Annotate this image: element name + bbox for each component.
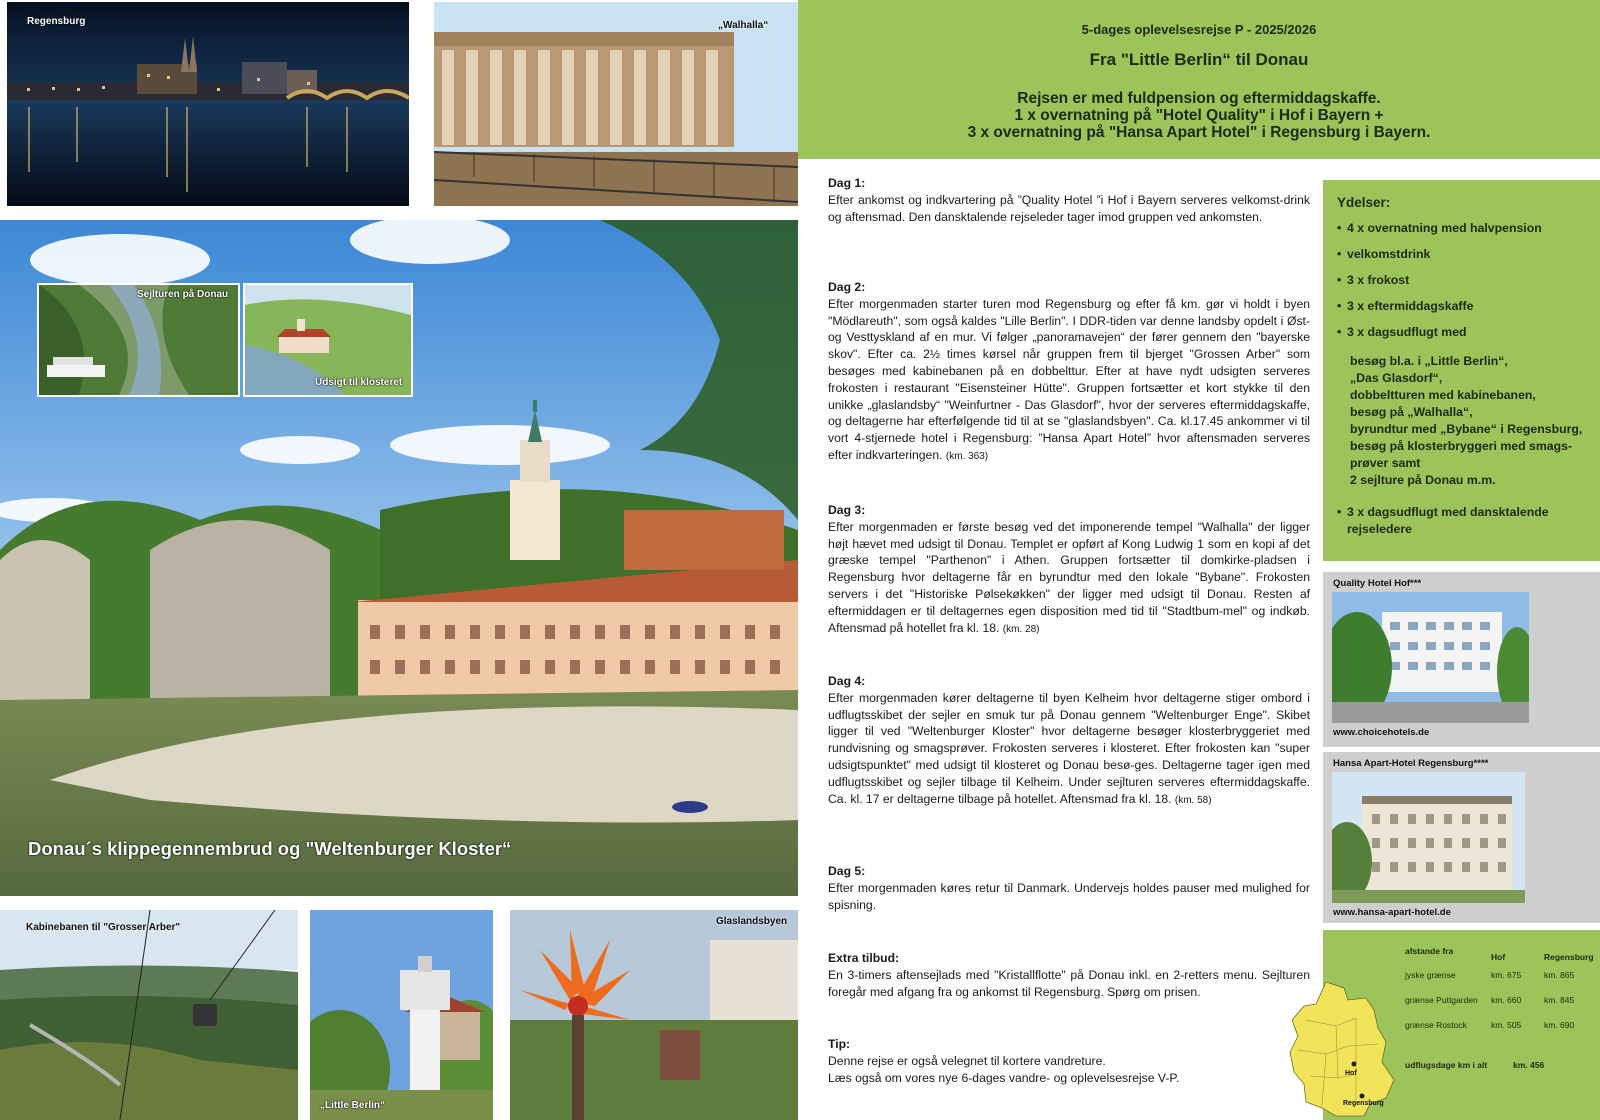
tip-heading: Tip: bbox=[828, 1037, 851, 1051]
day-text: Efter morgenmaden kører deltagerne til byen Kelheim hvor deltagerne stiger ombord i udflugtsskibet der sejler en smuk tur på Donau gennem "Weltenburger Enge". Skibet ligger til ved "Weltenburger Kloster" hvor deltagerne besøger klosterbryggeriet med rundvisning og smagsprøver. Frokosten serveres i klosteret. Efter frokosten kan "super udsigtspunktet" med udsigt til klosteret og Donau besø-ges. Deltagerne tager igen med udflugtsskibet og sejler tilbage til Kelheim. Under sejlturen serveres eftermiddagskaffe. Ca. kl. 17 er deltagerne tilbage på hotellet. Aftensmad fra kl. 18. bbox=[828, 690, 1310, 806]
services-item: • velkomstdrink bbox=[1337, 247, 1431, 261]
photo-glaslandsbyen bbox=[510, 910, 798, 1120]
distance-row-hof: km. 505 bbox=[1491, 1020, 1522, 1030]
day-distance: (km. 58) bbox=[1174, 794, 1212, 806]
distance-header: afstande fra bbox=[1405, 946, 1454, 956]
services-title: Ydelser: bbox=[1337, 195, 1391, 210]
summary-line: Rejsen er med fuldpension og eftermiddagskaffe. bbox=[1017, 90, 1381, 107]
distance-total-label: udflugsdage km i alt bbox=[1405, 1060, 1488, 1070]
day-2 bbox=[828, 279, 1310, 466]
distance-col-hof: Hof bbox=[1491, 952, 1506, 962]
hotel-name: Hansa Apart-Hotel Regensburg**** bbox=[1333, 758, 1489, 769]
regensburg-night-image bbox=[7, 2, 409, 206]
extra-offer bbox=[828, 950, 1310, 1000]
services-box bbox=[1323, 180, 1600, 561]
hotel-url: www.choicehotels.de bbox=[1333, 727, 1430, 738]
day-distance: (km. 28) bbox=[1002, 623, 1040, 635]
photo-regensburg bbox=[7, 2, 409, 206]
day-distance: (km. 363) bbox=[945, 450, 989, 462]
services-list bbox=[1337, 220, 1592, 350]
extra-text: En 3-timers aftensejlads med "Kristallflotte" på Donau inkl. en 2-retters menu. Sejlturen foregår med afgang fra og ankomst til Regensburg. Spørg om prisen. bbox=[828, 967, 1310, 999]
day-text: Efter morgenmaden starter turen mod Regensburg og efter få km. gør vi holdt i byen "Mödlareuth", som også kaldes "Lille Berlin". I DDR-tiden var denne landsby opdelt i Øst- og Vesttyskland af en mur. Vi følger „panoramavejen“ der fører gennem den "bayerske skov". Efter ca. 2½ times kørsel når gruppen frem til bjerget "Grossen Arber" som besøges med kabinebanen på en dobbelttur. Efter at have nydt udsigten serveres frokosten i restaurant "Eisensteiner Hütte". Gruppen fortsætter et kort stykke til den unikke „glaslandsby“ "Weinfurtner - Das Glasdorf", hvor der serveres eftermiddagskaffe, og deltagerne har efterfølgende tid til at se "glaslandsbyen". Ca. kl.17.45 ankommer vi til vort 4-stjernede hotel i Regensburg: ”Hansa Apart Hotel” hvor aftensmaden serveres efter indkvarteringen. bbox=[828, 296, 1310, 462]
glaslandsbyen-image bbox=[510, 910, 798, 1120]
photo-sejlturen bbox=[37, 283, 240, 397]
distance-row-regensburg: km. 845 bbox=[1544, 995, 1575, 1005]
photo-udsigt bbox=[243, 283, 413, 397]
day-text: Efter ankomst og indkvartering på ”Quality Hotel ”i Hof i Bayern serveres velkomst-drink og aftensmad. Den dansktalende rejseleder tager imod gruppen ved ankomsten. bbox=[828, 192, 1310, 224]
caption-walhalla: „Walhalla“ bbox=[718, 20, 769, 31]
services-item: • 3 x dagsudflugt med dansktalende rejseledere bbox=[1337, 505, 1549, 536]
distance-row-label: grænse Puttgarden bbox=[1405, 995, 1478, 1005]
distance-row-hof: km. 660 bbox=[1491, 995, 1522, 1005]
tip-line: Læs også om vores nye 6-dages vandre- og oplevelsesrejse V-P. bbox=[828, 1070, 1180, 1085]
tip bbox=[828, 1036, 1310, 1086]
hotel-hansa-box bbox=[1323, 752, 1600, 923]
caption-main-photo: Donau´s klippegennembrud og "Weltenburger Kloster“ bbox=[28, 838, 512, 859]
caption-glaslandsbyen: Glaslandsbyen bbox=[716, 916, 788, 927]
services-excursion-details: besøg bl.a. i „Little Berlin“, „Das Glasdorf“, dobbeltturen med kabinebanen, besøg på „Walhalla“, byrundtur med „Bybane“ i Regensburg, besøg på klosterbryggeri med smags- prøver samt 2 sejlture på Donau m.m. bbox=[1350, 354, 1583, 487]
photo-little-berlin bbox=[310, 910, 493, 1120]
tour-title: Fra "Little Berlin“ til Donau bbox=[1089, 50, 1309, 69]
caption-sejlturen: Sejlturen på Donau bbox=[137, 289, 229, 300]
hotel-name: Quality Hotel Hof*** bbox=[1333, 578, 1422, 589]
day-text: Efter morgenmaden er første besøg ved det imponerende tempel "Walhalla" der ligger højt hævet med udsigt til Donau. Templet er opført af Kong Ludwig 1 som en kopi af det græske tempel "Parthenon" i Athen. Gruppen fortsætter til domkirke-pladsen i Regensburg hvor deltagerne får en byrundtur med den lokale "Bybane". Frokosten servers i det "Historiske Pølsekøkken" der ligger med udsigt til Donau. Resten af eftermiddagen er til deltagernes egen disposition med tid til "Stadtbum-mel" og indkøb. Aftensmad på hotellet fra kl. 18. bbox=[828, 519, 1310, 635]
distance-row-label: jyske grænse bbox=[1405, 970, 1456, 980]
distance-row-label: grænse Rostock bbox=[1405, 1020, 1467, 1030]
photo-kabinebanen bbox=[0, 910, 298, 1120]
day-heading: Dag 1: bbox=[828, 176, 866, 190]
hotel-hof-image bbox=[1332, 592, 1529, 723]
day-1 bbox=[828, 175, 1310, 225]
summary-line: 1 x overnatning på "Hotel Quality" i Hof i Bayern + bbox=[1014, 107, 1384, 124]
caption-kabinebanen: Kabinebanen til "Grosser Arber" bbox=[26, 922, 181, 933]
map-label-hof: Hof bbox=[1345, 1070, 1357, 1077]
day-heading: Dag 5: bbox=[828, 864, 866, 878]
walhalla-image bbox=[434, 2, 798, 206]
services-item: • 3 x eftermiddagskaffe bbox=[1337, 299, 1474, 313]
day-heading: Dag 3: bbox=[828, 503, 866, 517]
summary-line: 3 x overnatning på "Hansa Apart Hotel" i Regensburg i Bayern. bbox=[967, 124, 1431, 141]
sejltur-image bbox=[39, 285, 238, 395]
distance-col-regensburg: Regensburg bbox=[1544, 952, 1594, 962]
day-4 bbox=[828, 673, 1310, 809]
hotel-url: www.hansa-apart-hotel.de bbox=[1333, 907, 1451, 918]
caption-regensburg: Regensburg bbox=[27, 16, 86, 27]
hotel-hof-box bbox=[1323, 572, 1600, 747]
header-band bbox=[798, 0, 1600, 159]
hotel-hansa-image bbox=[1332, 772, 1525, 903]
distance-row-regensburg: km. 865 bbox=[1544, 970, 1575, 980]
photo-walhalla bbox=[434, 2, 798, 206]
germany-map bbox=[1286, 980, 1401, 1120]
distance-total-value: km. 456 bbox=[1513, 1060, 1545, 1070]
caption-little-berlin: „Little Berlin“ bbox=[320, 1100, 386, 1111]
tour-code: 5-dages oplevelsesrejse P - 2025/2026 bbox=[1081, 22, 1317, 37]
distance-row-hof: km. 675 bbox=[1491, 970, 1522, 980]
day-5 bbox=[828, 863, 1310, 913]
extra-heading: Extra tilbud: bbox=[828, 951, 900, 965]
little-berlin-image bbox=[310, 910, 493, 1120]
day-heading: Dag 2: bbox=[828, 280, 866, 294]
day-heading: Dag 4: bbox=[828, 674, 866, 688]
services-item: • 3 x dagsudflugt med bbox=[1337, 325, 1467, 339]
map-label-regensburg: Regensburg bbox=[1343, 1100, 1384, 1107]
tour-summary bbox=[798, 90, 1600, 141]
services-item: • 4 x overnatning med halvpension bbox=[1337, 221, 1542, 235]
distance-box bbox=[1323, 930, 1600, 1120]
tip-line: Denne rejse er også velegnet til kortere vandreture. bbox=[828, 1053, 1106, 1068]
day-3 bbox=[828, 502, 1310, 638]
distance-row-regensburg: km. 690 bbox=[1544, 1020, 1575, 1030]
day-text: Efter morgenmaden køres retur til Danmark. Undervejs holdes pauser med mulighed for spisning. bbox=[828, 880, 1310, 912]
services-item: • 3 x frokost bbox=[1337, 273, 1410, 287]
caption-udsigt: Udsigt til klosteret bbox=[315, 377, 403, 388]
kabinebanen-image bbox=[0, 910, 298, 1120]
